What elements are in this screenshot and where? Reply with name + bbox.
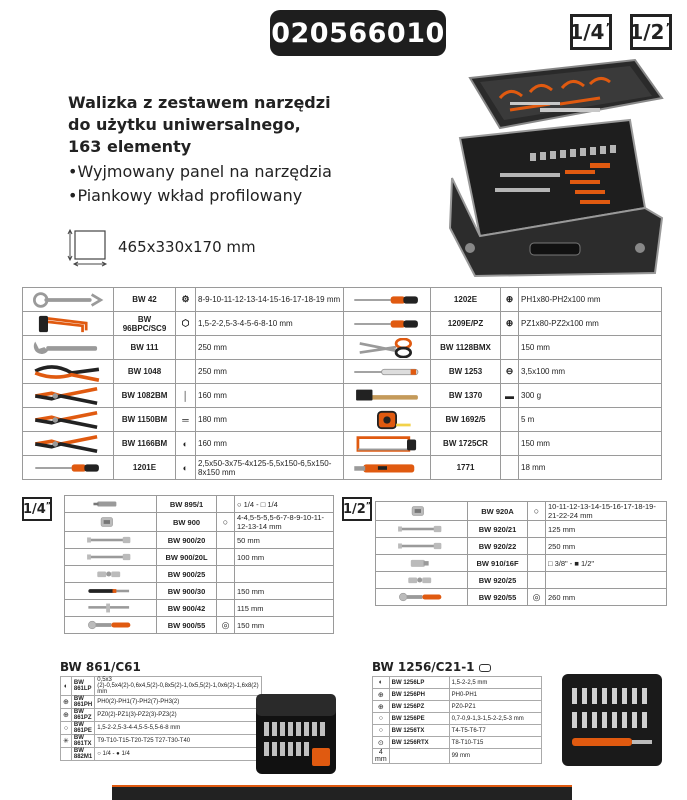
tool-case-image (440, 58, 665, 278)
product-title (68, 92, 398, 158)
tool-spec: 100 mm (235, 549, 334, 566)
bit-set-right-title: BW 1256/C21-1 (372, 660, 491, 674)
adapter-icon (378, 556, 465, 570)
universal-joint-icon (65, 566, 157, 583)
tool-spec: 8-9-10-11-12-13-14-15-16-17-18-19 mm (196, 288, 344, 312)
bit-code: BW 861LP (71, 677, 94, 696)
spinner-handle-icon (67, 584, 154, 598)
type-symbol: ◐ (176, 432, 196, 456)
product-code: 020566010 (270, 10, 446, 56)
tool-code: BW 1166BM (114, 432, 176, 456)
tool-spec: 50 mm (235, 532, 334, 549)
table-row (23, 288, 662, 312)
type-symbol (217, 549, 235, 566)
quarter-drive-label: 1/4 ” (22, 497, 52, 521)
adjustable-wrench-icon (23, 336, 114, 360)
table-row (61, 696, 262, 709)
tool-spec: 260 mm (546, 589, 667, 606)
half-drive-label: 1/2 ” (342, 497, 372, 521)
bit-code: BW 861PH (71, 696, 94, 709)
bit-type-symbol: ⊕ (373, 689, 390, 701)
bit-type-symbol: ○ (61, 722, 72, 735)
bit-type-symbol: ⊕ (61, 696, 72, 709)
tool-spec: □ 3/8" - ■ 1/2" (546, 555, 667, 572)
diagonal-cutter-icon (25, 386, 111, 406)
tool-code: BW 111 (114, 336, 176, 360)
table-row (376, 589, 667, 606)
tool-spec: 5 m (519, 408, 662, 432)
type-symbol (501, 432, 519, 456)
extension-bar-icon (65, 532, 157, 549)
table-row (23, 336, 662, 360)
bit-type-symbol: ○ (373, 725, 390, 737)
t-handle-icon (67, 601, 154, 615)
type-symbol (217, 532, 235, 549)
tool-spec: ○ 1/4 - □ 1/4 (235, 496, 334, 513)
table-row (65, 600, 334, 617)
bit-type-symbol (61, 748, 72, 761)
table-row (373, 689, 542, 701)
tool-code: BW 42 (114, 288, 176, 312)
combination-wrench-icon (23, 288, 114, 312)
bit-type-symbol: ✳ (61, 735, 72, 748)
type-symbol: ◐ (176, 456, 196, 480)
type-symbol (501, 408, 519, 432)
slip-joint-pliers-icon (25, 362, 111, 382)
tool-spec: 160 mm (196, 432, 344, 456)
scissors-icon (344, 336, 431, 360)
tool-code: 1202E (431, 288, 501, 312)
combination-pliers-icon (25, 410, 111, 430)
type-symbol: ◎ (217, 617, 235, 634)
utility-knife-icon (346, 458, 428, 478)
table-row (23, 408, 662, 432)
table-row (376, 555, 667, 572)
bit-type-symbol: 4 mm (373, 749, 390, 764)
socket-icon (376, 502, 468, 521)
extension-bar-icon (378, 539, 465, 553)
tool-code: BW 1128BMX (431, 336, 501, 360)
tool-spec: 250 mm (546, 538, 667, 555)
bit-code: BW 1256RTX (389, 737, 449, 749)
bit-spec: 0,5x3 (2)-0,5x4(2)-0,6x4,5(2)-0,8x5(2)-1,0x5,5(2)-1,0x6(2)-1,6x8(2) mm (95, 677, 261, 696)
universal-joint-icon (378, 573, 465, 587)
flat-screwdriver-icon (23, 456, 114, 480)
table-row (61, 735, 262, 748)
type-symbol: ▬ (501, 384, 519, 408)
screwdriver-icon (346, 290, 428, 310)
tool-spec: 1,5-2-2,5-3-4-5-6-8-10 mm (196, 312, 344, 336)
bit-spec: 1,5-2-2,5 mm (449, 677, 541, 689)
type-symbol: ⚙ (176, 288, 196, 312)
bit-code (389, 749, 449, 764)
table-row (61, 677, 262, 696)
type-symbol: ═ (176, 408, 196, 432)
screwdriver-icon (344, 312, 431, 336)
screwdriver-icon (346, 314, 428, 334)
bit-spec: T9-T10-T15-T20-T25 T27-T30-T40 (95, 735, 261, 748)
type-symbol (528, 572, 546, 589)
type-symbol (217, 566, 235, 583)
tool-spec: 115 mm (235, 600, 334, 617)
universal-joint-icon (67, 567, 154, 581)
tool-code: BW 895/1 (157, 496, 217, 513)
tool-code: 1201E (114, 456, 176, 480)
tool-code: 1209E/PZ (431, 312, 501, 336)
adapter-icon (376, 555, 468, 572)
tool-code: BW 900 (157, 513, 217, 532)
table-row (23, 360, 662, 384)
tool-spec: 150 mm (519, 432, 662, 456)
bit-set-right-table (372, 676, 542, 764)
tool-code: BW 920/21 (468, 521, 528, 538)
tool-spec: 150 mm (235, 583, 334, 600)
tape-measure-icon (344, 408, 431, 432)
type-symbol (501, 456, 519, 480)
tool-code: BW 900/42 (157, 600, 217, 617)
bit-type-symbol: ⊕ (373, 701, 390, 713)
table-row (376, 521, 667, 538)
bit-code: BW 1256PZ (389, 701, 449, 713)
tool-code: BW 1150BM (114, 408, 176, 432)
ratchet-icon (376, 589, 468, 606)
long-nose-pliers-icon (23, 432, 114, 456)
tool-code: BW 1082BM (114, 384, 176, 408)
spinner-handle-icon (65, 583, 157, 600)
tool-spec: 4-4,5-5-5,5-6-7-8-9-10-11-12-13-14 mm (235, 513, 334, 532)
tool-spec: 250 mm (196, 360, 344, 384)
combination-wrench-icon (25, 290, 111, 310)
tool-spec: 150 mm (519, 336, 662, 360)
feature-item: • Wyjmowany panel na narzędzia (68, 160, 388, 184)
table-row (65, 513, 334, 532)
bit-spec: 0,7-0,9-1,3-1,5-2-2,5-3 mm (449, 713, 541, 725)
table-row (373, 725, 542, 737)
combination-pliers-icon (23, 408, 114, 432)
tool-code: BW 900/55 (157, 617, 217, 634)
hammer-icon (344, 384, 431, 408)
extension-bar-icon (67, 550, 154, 564)
adjustable-wrench-icon (25, 338, 111, 358)
title-line: 163 elementy (68, 137, 192, 156)
bit-code: BW 861TX (71, 735, 94, 748)
type-symbol (176, 336, 196, 360)
bit-box-left-image (252, 690, 340, 778)
bit-set-left-table (60, 676, 262, 761)
type-symbol (217, 600, 235, 617)
bit-code: BW 1256TX (389, 725, 449, 737)
long-nose-pliers-icon (25, 434, 111, 454)
half-drive-table (375, 501, 667, 606)
socket-icon (67, 515, 154, 529)
type-symbol: ◎ (528, 589, 546, 606)
table-row (61, 722, 262, 735)
table-row (61, 748, 262, 761)
slip-joint-pliers-icon (23, 360, 114, 384)
tool-code: BW 96BPC/SC9 (114, 312, 176, 336)
tool-code: BW 900/20 (157, 532, 217, 549)
feature-item: • Piankowy wkład profilowany (68, 184, 388, 208)
tool-spec: PH1x80-PH2x100 mm (519, 288, 662, 312)
title-line: do użytku uniwersalnego, (68, 115, 301, 134)
bit-code: BW 882M1 (71, 748, 94, 761)
tool-spec: 160 mm (196, 384, 344, 408)
type-symbol: ⬡ (176, 312, 196, 336)
table-row (61, 709, 262, 722)
voltage-tester-icon (346, 362, 428, 382)
bit-spec: 99 mm (449, 749, 541, 764)
tool-spec (235, 566, 334, 583)
drive-quarter-badge: 1/4 ” (570, 14, 612, 50)
tool-code: BW 900/20L (157, 549, 217, 566)
extension-bar-icon (65, 549, 157, 566)
table-row (23, 384, 662, 408)
bit-type-symbol: ◐ (61, 677, 72, 696)
table-row (373, 701, 542, 713)
bit-box-right-image (558, 670, 666, 770)
extension-bar-icon (376, 538, 468, 555)
bit-holder-icon (67, 497, 154, 511)
tool-code: BW 1725CR (431, 432, 501, 456)
type-symbol: ⊕ (501, 312, 519, 336)
scissors-icon (346, 338, 428, 358)
table-row (65, 532, 334, 549)
type-symbol (528, 521, 546, 538)
type-symbol: ○ (528, 502, 546, 521)
utility-knife-icon (344, 456, 431, 480)
tool-code: BW 910/16F (468, 555, 528, 572)
table-row (373, 677, 542, 689)
dimensions-icon (66, 225, 108, 267)
bit-type-symbol: ○ (373, 713, 390, 725)
quarter-drive-table (64, 495, 334, 634)
hammer-icon (346, 386, 428, 406)
dimensions-text: 465x330x170 mm (118, 238, 256, 256)
table-row (65, 549, 334, 566)
hex-key-set-icon (25, 314, 111, 334)
type-symbol: ⊖ (501, 360, 519, 384)
type-symbol (176, 360, 196, 384)
tool-code: BW 1370 (431, 384, 501, 408)
table-row (376, 502, 667, 521)
table-row (65, 617, 334, 634)
hacksaw-icon (344, 432, 431, 456)
case-icon (479, 664, 491, 672)
tool-spec: 10-11-12-13-14-15-16-17-18-19-21-22-24 mm (546, 502, 667, 521)
type-symbol (501, 336, 519, 360)
bottom-bar (112, 787, 572, 800)
table-row (23, 432, 662, 456)
tool-spec: 150 mm (235, 617, 334, 634)
tool-code: BW 920/22 (468, 538, 528, 555)
tool-spec: 250 mm (196, 336, 344, 360)
type-symbol: │ (176, 384, 196, 408)
bit-holder-icon (65, 496, 157, 513)
bit-code: BW 861PZ (71, 709, 94, 722)
table-row (65, 566, 334, 583)
table-row (376, 538, 667, 555)
tool-spec: 180 mm (196, 408, 344, 432)
type-symbol (217, 583, 235, 600)
bit-code: BW 1256LP (389, 677, 449, 689)
table-row (23, 456, 662, 480)
flat-screwdriver-icon (25, 458, 111, 478)
ratchet-icon (67, 618, 154, 632)
bit-code: BW 1256PE (389, 713, 449, 725)
bit-type-symbol: ◐ (373, 677, 390, 689)
bit-spec: PZ0-PZ1 (449, 701, 541, 713)
bit-code: BW 1256PH (389, 689, 449, 701)
table-row (23, 312, 662, 336)
hex-key-set-icon (23, 312, 114, 336)
table-row (376, 572, 667, 589)
bit-type-symbol: ⊕ (61, 709, 72, 722)
table-row (373, 749, 542, 764)
bit-type-symbol: ⊙ (373, 737, 390, 749)
extension-bar-icon (67, 533, 154, 547)
tool-spec: 3,5x100 mm (519, 360, 662, 384)
table-row (373, 737, 542, 749)
feature-list (68, 160, 388, 208)
bit-set-left-title: BW 861/C61 (60, 660, 141, 674)
tool-code: 1771 (431, 456, 501, 480)
tool-spec: 18 mm (519, 456, 662, 480)
bit-spec: T8-T10-T15 (449, 737, 541, 749)
type-symbol: ○ (217, 513, 235, 532)
tool-spec: 2,5x50-3x75-4x125-5,5x150-6,5x150-8x150 mm (196, 456, 344, 480)
type-symbol (528, 555, 546, 572)
table-row (65, 583, 334, 600)
bit-spec: ○ 1/4 - ● 1/4 (95, 748, 261, 761)
tool-code: BW 920/25 (468, 572, 528, 589)
tool-code: BW 1692/5 (431, 408, 501, 432)
t-handle-icon (65, 600, 157, 617)
bit-spec: PH0-PH1 (449, 689, 541, 701)
tool-code: BW 920/55 (468, 589, 528, 606)
tool-code: BW 900/25 (157, 566, 217, 583)
ratchet-icon (378, 590, 465, 604)
tool-code: BW 1048 (114, 360, 176, 384)
tool-spec: 300 g (519, 384, 662, 408)
tool-spec: PZ1x80-PZ2x100 mm (519, 312, 662, 336)
tool-code: BW 900/30 (157, 583, 217, 600)
type-symbol: ⊕ (501, 288, 519, 312)
socket-icon (65, 513, 157, 532)
type-symbol (217, 496, 235, 513)
diagonal-cutter-icon (23, 384, 114, 408)
type-symbol (528, 538, 546, 555)
tool-spec: 125 mm (546, 521, 667, 538)
main-tools-table (22, 287, 662, 480)
screwdriver-icon (344, 288, 431, 312)
extension-bar-icon (376, 521, 468, 538)
bit-spec: PZ0(2)-PZ1(3)-PZ2(3)-PZ3(2) (95, 709, 261, 722)
bit-spec: PH0(2)-PH1(7)-PH2(7)-PH3(2) (95, 696, 261, 709)
voltage-tester-icon (344, 360, 431, 384)
title-line: Walizka z zestawem narzędzi (68, 93, 331, 112)
tool-code: BW 920A (468, 502, 528, 521)
bit-spec: T4-T5-T6-T7 (449, 725, 541, 737)
tool-spec (546, 572, 667, 589)
tape-measure-icon (346, 410, 428, 430)
bit-spec: 1,5-2-2,5-3-4-4,5-5-5,5-6-8 mm (95, 722, 261, 735)
extension-bar-icon (378, 522, 465, 536)
ratchet-icon (65, 617, 157, 634)
tool-code: BW 1253 (431, 360, 501, 384)
universal-joint-icon (376, 572, 468, 589)
bit-code: BW 861PE (71, 722, 94, 735)
socket-icon (378, 504, 465, 518)
table-row (373, 713, 542, 725)
drive-half-badge: 1/2 ” (630, 14, 672, 50)
table-row (65, 496, 334, 513)
hacksaw-icon (346, 434, 428, 454)
